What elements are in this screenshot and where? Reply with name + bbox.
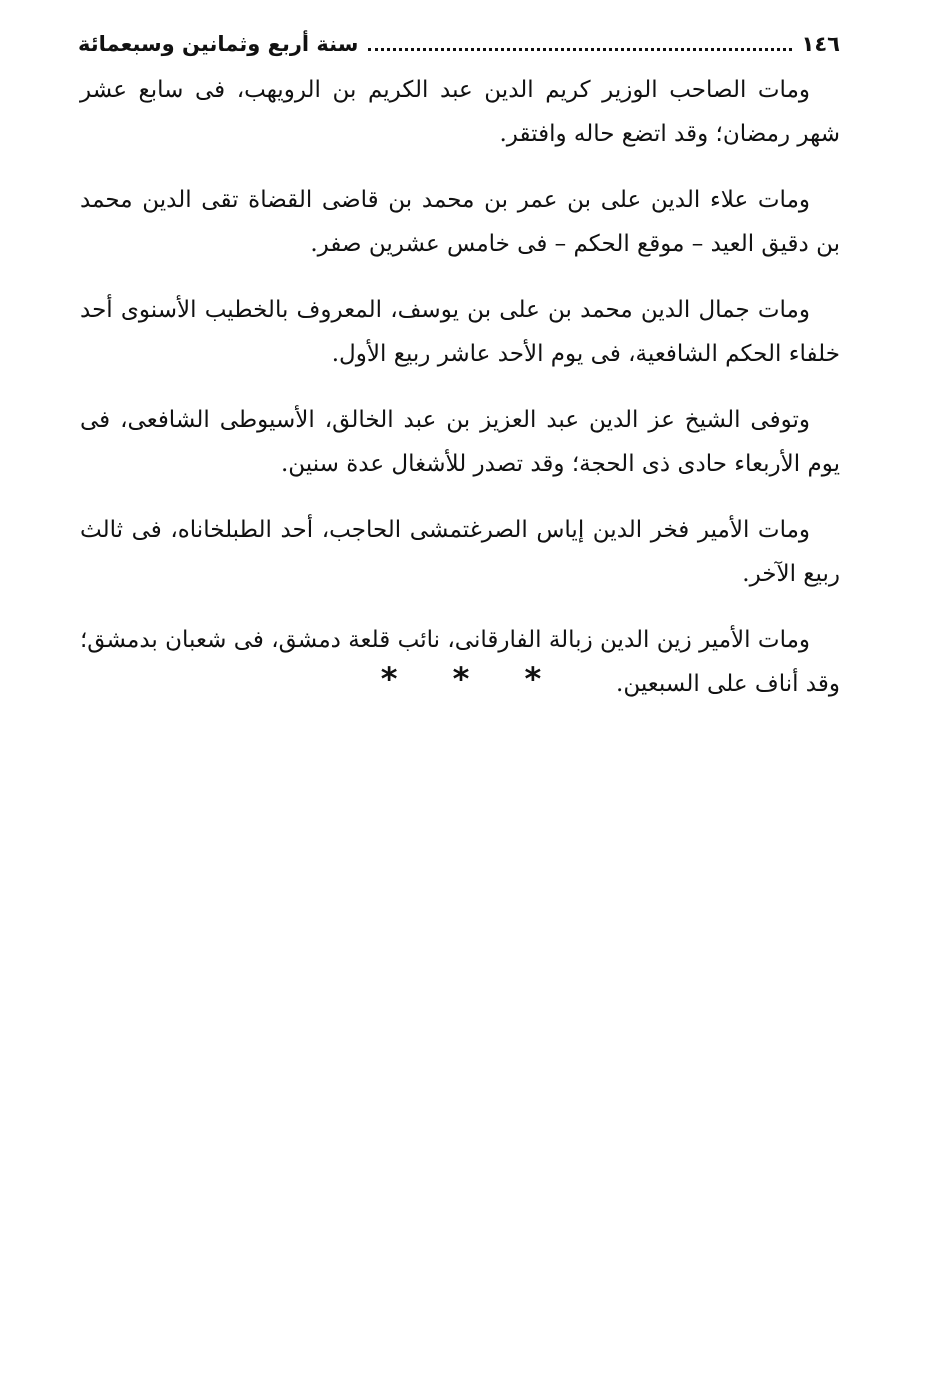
running-title: سنة أربع وثمانين وسبعمائة [78, 32, 359, 56]
obituary-paragraph: ومات الأمير زين الدين زبالة الفارقانى، نائب قلعة دمشق، فى شعبان بدمشق؛ وقد أناف على السبعين. [80, 627, 840, 697]
page-number: ١٤٦ [801, 32, 840, 56]
obituary-paragraph: ومات علاء الدين على بن عمر بن محمد بن قاضى القضاة تقى الدين محمد بن دقيق العيد – موقع الحكم – فى خامس عشرين صفر. [80, 187, 840, 257]
page-body [80, 68, 840, 728]
obituary-paragraph: ومات جمال الدين محمد بن على بن يوسف، المعروف بالخطيب الأسنوى أحد خلفاء الحكم الشافعية، فى يوم الأحد عاشر ربيع الأول. [80, 297, 840, 367]
section-end-ornament: * * * [380, 660, 564, 698]
obituary-paragraph: ومات الصاحب الوزير كريم الدين عبد الكريم بن الرويهب، فى سابع عشر شهر رمضان؛ وقد اتضع حاله وافتقر. [80, 77, 840, 147]
obituary-paragraph: ومات الأمير فخر الدين إياس الصرغتمشى الحاجب، أحد الطبلخاناه، فى ثالث ربيع الآخر. [80, 517, 840, 587]
dotted-leader [368, 48, 791, 51]
obituary-paragraph: وتوفى الشيخ عز الدين عبد العزيز بن عبد الخالق، الأسيوطى الشافعى، فى يوم الأربعاء حادى ذى الحجة؛ وقد تصدر للأشغال عدة سنين. [80, 407, 840, 477]
running-header [78, 28, 840, 60]
